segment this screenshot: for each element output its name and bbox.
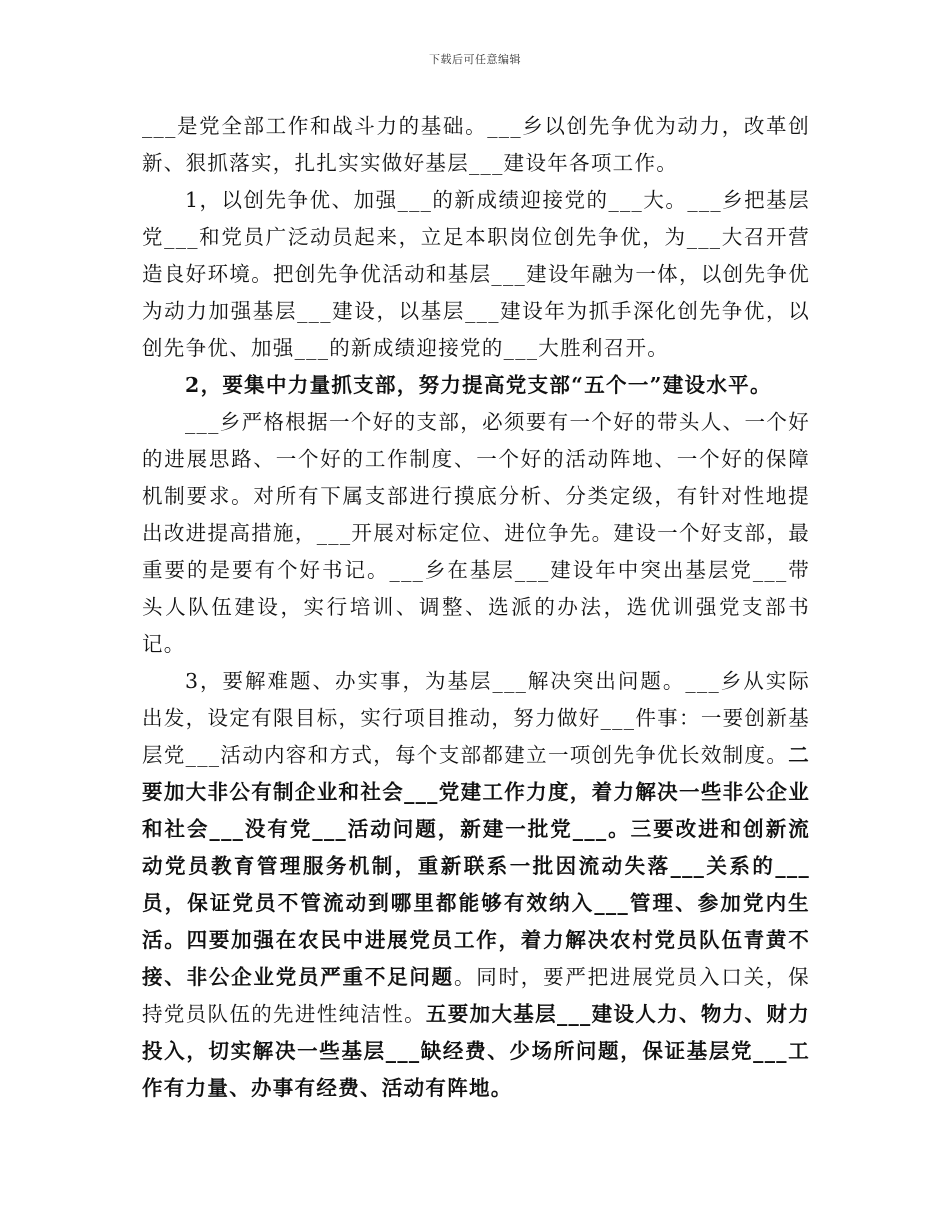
point-3-items-bold: 二要加大非公有制企业和社会___党建工作力度，着力解决一些非公企业和社会___没有党___活动问题，新建一批党___。三要改进和创新流动党员教育管理服务机制，重新联系一批因流动失落___关系的___员，保证党员不管流动到哪里都能够有效纳入___管理、参加党内生活。四要加强在农民中进展党员工作，着力解决农村党员队伍青黄不接、非公企业党员严重不足问题 (142, 743, 810, 989)
paragraph-intro: ___是党全部工作和战斗力的基础。___乡以创先争优为动力，改革创新、狠抓落实，扎扎实实做好基层___建设年各项工作。 (142, 114, 810, 175)
paragraph-point-2-heading: 2，要集中力量抓支部，努力提高党支部“五个一”建设水平。 (185, 373, 772, 397)
point-3-intro: 3，要解难题、办实事，为基层___解决突出问题。___乡从实际出发，设定有限目标，实行项目推动，努力做好___件事：一要创新基层党___活动内容和方式，每个支部都建立一项创先争优长效制度。 (142, 669, 810, 767)
paragraph-point-1: 1，以创先争优、加强___的新成绩迎接党的___大。___乡把基层党___和党员广泛动员起来，立足本职岗位创先争优，为___大召开营造良好环境。把创先争优活动和基层___建设年融为一体，以创先争优为动力加强基层___建设，以基层___建设年为抓手深化创先争优，以创先争优、加强___的新成绩迎接党的___大胜利召开。 (142, 188, 810, 360)
paragraph-point-2-body: ___乡严格根据一个好的支部，必须要有一个好的带头人、一个好的进展思路、一个好的工作制度、一个好的活动阵地、一个好的保障机制要求。对所有下属支部进行摸底分析、分类定级，有针对性地提出改进提高措施，___开展对标定位、进位争先。建设一个好支部，最重要的是要有个好书记。___乡在基层___建设年中突出基层党___带头人队伍建设，实行培训、调整、选派的办法，选优训强党支部书记。 (142, 410, 810, 656)
paragraph-point-3 (142, 663, 810, 1107)
point-3-item-5-bold: 五要加大基层___建设人力、物力、财力投入，切实解决一些基层___缺经费、少场所问题，保证基层党___工作有力量、办事有经费、活动有阵地。 (142, 1002, 811, 1100)
page-header: 下载后可任意编辑 (429, 53, 521, 66)
document-body (142, 108, 810, 1107)
point-3-note: 。同时，要严把进展党员入口关，保持党员队伍的先进性纯洁性。 (142, 965, 810, 1026)
